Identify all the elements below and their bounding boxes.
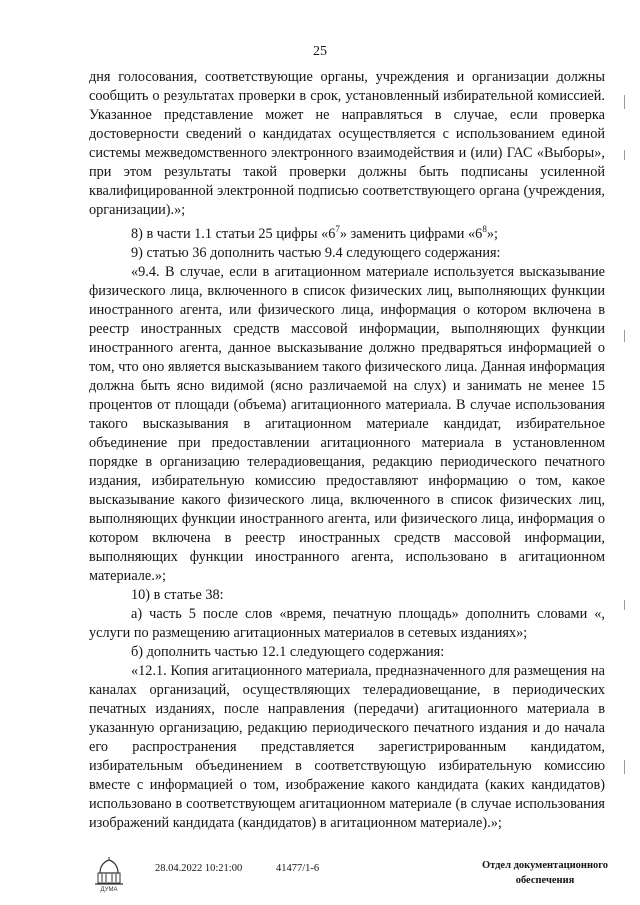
superscript: 7 bbox=[335, 224, 340, 234]
paragraph-4: «9.4. В случае, если в агитационном материале используется высказывание физического лица, включенного в список физических лиц, выполняющих функции иностранного агента, или физического лица, информация о котором включена в реестр иностранных средств массовой информации, выполняющих функции иностранного агента, данное высказывание должно предваряться информацией о том, что оно является высказыванием такого физического лица. Данная информация должна быть ясно видимой (ясно различаемой на слух) и занимать не менее 15 процентов от площади (объема) агитационного материала. В случае использования такого высказывания в агитационном материале кандидат, избирательное объединение при предоставлении агитационного материала в установленном порядке в организацию телерадиовещания, редакцию периодического печатного издания, избирательную комиссию предоставляют информацию о том, какое высказывание какого физического лица, включенного в список физических лиц, выполняющих функции иностранного агента, или физического лица, информация о котором включена в реестр иностранных средств массовой информации, выполняющих функции иностранного агента, использовано в агитационном материале.»; bbox=[89, 263, 605, 584]
paragraph-3: 9) статью 36 дополнить частью 9.4 следующего содержания: bbox=[131, 244, 501, 261]
footer-department bbox=[480, 858, 610, 888]
department-line-1: Отдел документационного bbox=[481, 860, 609, 871]
paragraph-6: а) часть 5 после слов «время, печатную площадь» дополнить словами «, услуги по размещению агитационных материалов в сетевых изданиях»; bbox=[89, 605, 605, 641]
paragraph-8: «12.1. Копия агитационного материала, предназначенного для размещения на каналах организаций, осуществляющих телерадиовещание, в периодических печатных изданиях, после направления (передачи) агитационного материала в указанную организацию, редакцию периодического печатного издания и до начала его распространения представляется зарегистрированным кандидатом, избирательным объединением в соответствующую избирательную комиссию вместе с информацией о том, изображение какого кандидата (каких кандидатов) использовано в соответствующем агитационном материале (в случае использования изображений кандидата (кандидатов) в агитационном материале).»; bbox=[89, 662, 605, 831]
paragraph-5: 10) в статье 38: bbox=[131, 586, 224, 603]
footer-datetime: 28.04.2022 10:21:00 bbox=[155, 863, 243, 874]
page-number: 25 bbox=[313, 44, 327, 59]
scan-mark bbox=[624, 600, 625, 610]
scan-mark bbox=[624, 150, 625, 160]
footer-doc-number: 41477/1-6 bbox=[276, 863, 320, 874]
paragraph-2: 8) в части 1.1 статьи 25 цифры «$6^7$» заменить цифрами «$6^8$»; bbox=[131, 224, 498, 242]
document-body bbox=[89, 68, 605, 833]
logo-text: ДУМА bbox=[100, 887, 118, 893]
superscript: 8 bbox=[482, 224, 487, 234]
duma-logo-icon bbox=[93, 857, 125, 893]
paragraph-7: б) дополнить частью 12.1 следующего содержания: bbox=[131, 643, 445, 660]
footer bbox=[0, 855, 640, 900]
department-line-2: обеспечения bbox=[515, 875, 575, 886]
scan-mark bbox=[624, 330, 625, 342]
scan-mark bbox=[624, 95, 625, 109]
paragraph-1: дня голосования, соответствующие органы, учреждения и организации должны сообщить о результатах проверки в срок, установленный избирательной комиссией. Указанное представление может не направляться в случае, если проверка достоверности сведений о кандидатах осуществляется с использованием единой системы межведомственного электронного взаимодействия и (или) ГАС «Выборы», при этом результаты такой проверки должны быть подписаны усиленной квалифицированной электронной подписью соответствующего органа (учреждения, организации).»; bbox=[89, 69, 605, 218]
scan-mark bbox=[624, 760, 625, 774]
